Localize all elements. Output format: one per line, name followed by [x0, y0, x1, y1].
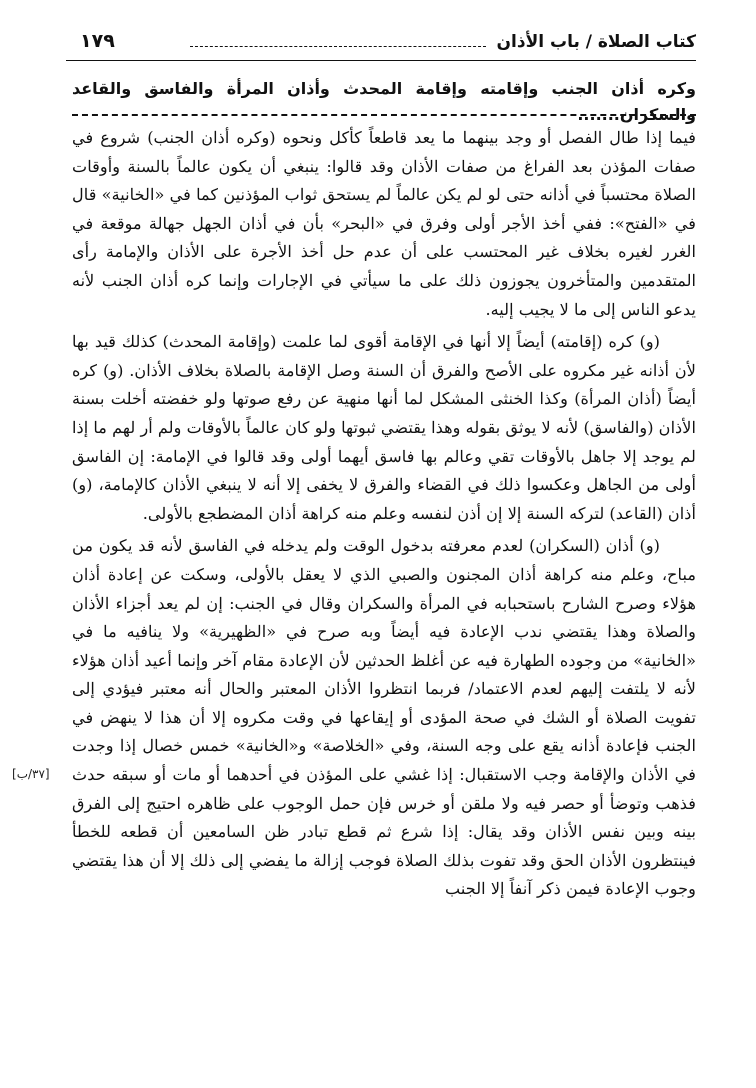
- manuscript-folio-marker: [٣٧/ب]: [12, 767, 50, 781]
- paragraph: فيما إذا طال الفصل أو وجد بينهما ما يعد قاطعاً كأكل ونحوه (وكره أذان الجنب) شروع في صفات المؤذن بعد الفراغ من صفات الأذان وقد قالوا: ينبغي أن يكون عالماً بالسنة وأوقات الصلاة محتسباً في أذانه حتى لو لم يكن عالماً لم يستحق ثواب المؤذنين كما في «الخانية» قال في «الفتح»: ففي أخذ الأجر أولى وفرق في «البحر» بأن في أذان الجهل جهالة موقعة في الغرر لغيره بخلاف غير المحتسب على أن عدم حل أخذ الأجرة على الأذان والإمامة رأى المتقدمين والمتأخرون يجوزون ذلك على ما سيأتي في الإجارات وإنما كره أذان الجنب لأنه يدعو الناس إلى ما لا يجيب إليه.: [72, 128, 696, 319]
- paragraph: (و) أذان (السكران) لعدم معرفته بدخول الوقت ولم يدخله في الفاسق لأنه قد يكون من مباح، وعلم منه كراهة أذان المجنون والصبي الذي لا يعقل بالأولى، وسكت عن إعادة أذان هؤلاء وصرح الشارح باستحبابه في المرأة والسكران وقال في الجنب: إن لم يعد أجزاء الأذان والصلاة وهذا يقتضي ندب الإعادة فيه أيضاً وبه صرح في «الظهيرية» ولا ينافيه ما في «الخانية» من وجوده الطهارة فيه عن أغلظ الحدثين لأن الإعادة مقام آخر وإنما أعيد أذان هؤلاء لأنه لا يلتفت إليهم لعدم الاعتماد/ فربما انتظروا الأذان المعتبر والحال أنه معتبر فيؤدي إلى تفويت الصلاة أو الشك في صحة المؤدى أو إيقاعها في وقت مكروه إلا أن هذا لا ينهض في الجنب فإعادة أذانه يقع على وجه السنة، وفي «الخلاصة» و«الخانية» خمس خصال إذا وجدت في الأذان والإقامة وجب الاستقبال: إذا غشي على المؤذن في أحدهما أو مات أو سبقه حدث فذهب وتوضأ أو حصر فيه ولا ملقن أو خرس فإن حمل الوجوب على ظاهره احتيج إلى الفرق بينه وبين نفس الأذان وقد يقال: إذا شرع ثم قطع تبادر ظن السامعين أن قطعه للخطأ فينتظرون الأذان الحق وقد تفوت بذلك الصلاة فوجب إزالة ما يفضي إلى ذلك إلا أن هذا يقتضي وجوب الإعادة فيمن ذكر آنفاً إلا الجنب: [72, 536, 696, 899]
- paragraph: (و) كره (إقامته) أيضاً إلا أنها في الإقامة أقوى لما علمت (وإقامة المحدث) كذلك قيد بها لأن أذانه غير مكروه على الأصح والفرق أن السنة وصل الإقامة بالصلاة بخلاف الأذان. (و) كره أيضاً (أذان المرأة) وكذا الخنثى المشكل لما أنها منهية عن رفع صوتها ولو خفضته أخلت بسنة الأذان (والفاسق) لأنه لا يوثق بقوله وهذا يقتضي ثبوتها ولو كان عالماً بالأوقات ولم أر لهم ما إذا لم يوجد إلا جاهل بالأوقات تقي وعالم بها فاسق أيهما أولى وقد قالوا في الإمامة: إن الفاسق أولى من الجاهل وعكسوا ذلك في القضاء والفرق لا يخفى إلا أنه لا ينبغي الأذان كالإمامة، (و) أذان (القاعد) لتركه السنة إلا إن أذن لنفسه وعلم منه كراهة أذان المضطجع بالأولى.: [72, 332, 696, 523]
- header-dash-rule: [190, 46, 486, 47]
- page-number: ١٧٩: [80, 30, 115, 52]
- matn-text: وكره أذان الجنب وإقامته وإقامة المحدث وأذان المرأة والفاسق والقاعد والسكران.......: [72, 79, 696, 124]
- matn-separator-rule: [72, 114, 696, 116]
- page-header: [66, 28, 696, 61]
- commentary-body: [72, 124, 696, 908]
- running-title: كتاب الصلاة / باب الأذان: [496, 32, 696, 52]
